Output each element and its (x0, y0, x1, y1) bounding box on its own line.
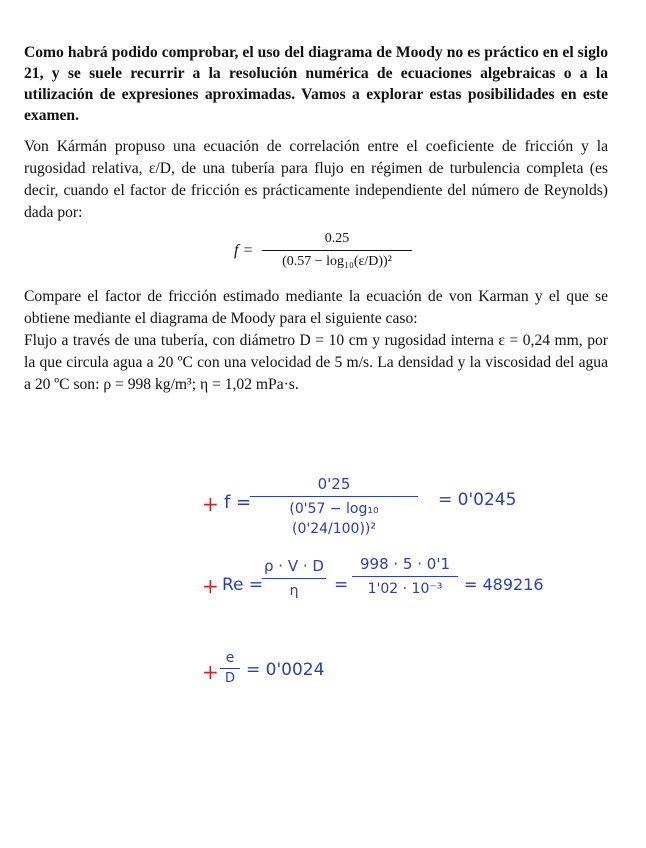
hw-re-formula (262, 556, 326, 601)
von-karman-paragraph: Von Kármán propuso una ecuación de correlación entre el coeficiente de fricción y la rugosidad relativa, ε/D, de una tubería para flujo en régimen de turbulencia completa (es decir, cuando el factor de fricción es prácticamente independiente del número de Reynolds) dada por: (24, 138, 608, 221)
hw-re-eq: = (334, 575, 349, 595)
hw-f-lhs: f = (224, 492, 252, 513)
hw-f-denominator: (0'57 − log₁₀ (0'24/100))² (289, 501, 379, 537)
intro-paragraph: Como habrá podido comprobar, el uso del diagrama de Moody no es práctico en el siglo 21, y se suele recurrir a la resolución numérica de ecuaciones algebraicas o a la utilización de expresiones aproximadas. Vamos a explorar estas posibilidades en este examen. (24, 44, 608, 124)
hw-f-bar (250, 496, 418, 497)
hw-re-denominator: 1'02 · 10⁻³ (367, 581, 443, 597)
hw-re-formula-denominator: η (289, 583, 299, 599)
compare-paragraph: Compare el factor de fricción estimado mediante la ecuación de von Karman y el que se obtiene mediante el diagrama de Moody para el siguiente caso: (24, 288, 608, 327)
von-karman-formula (24, 228, 608, 280)
hw-f-numerator: 0'25 (317, 475, 351, 493)
hw-rel-numerator: e (225, 650, 235, 666)
plus-mark-2: + (202, 574, 219, 598)
hw-re-formula-numerator: ρ · V · D (264, 557, 324, 575)
hw-rel-bar (220, 668, 240, 669)
hw-re-values (352, 554, 458, 599)
hw-f-fraction (250, 474, 418, 539)
formula-fraction (262, 230, 412, 271)
hw-re-formula-bar (262, 578, 326, 579)
hw-re-result: = 489216 (464, 575, 544, 594)
formula-lhs: f = (234, 242, 254, 259)
hw-rel-denominator: D (224, 671, 235, 686)
hw-re-bar (352, 576, 458, 577)
data-paragraph: Flujo a través de una tubería, con diámetro D = 10 cm y rugosidad interna ε = 0,24 mm, por la que circula agua a 20 ºC con una velocidad de 5 m/s. La densidad y la viscosidad del agua a 20 ºC son: ρ = 998 kg/m³; η = 1,02 mPa·s. (24, 332, 608, 393)
formula-denominator: (0.57 − log₁₀(ε/D))² (282, 254, 392, 269)
hw-re-numerator: 998 · 5 · 0'1 (360, 555, 450, 573)
plus-mark-3: + (202, 660, 219, 684)
hw-f-result: = 0'0245 (438, 490, 517, 510)
fraction-bar (262, 250, 412, 251)
plus-mark-1: + (202, 492, 219, 516)
hw-rel-roughness (220, 650, 240, 687)
hw-rel-result: = 0'0024 (246, 660, 325, 680)
formula-numerator: 0.25 (324, 231, 350, 246)
hw-re-lhs: Re = (222, 575, 264, 595)
document-body (24, 42, 608, 396)
